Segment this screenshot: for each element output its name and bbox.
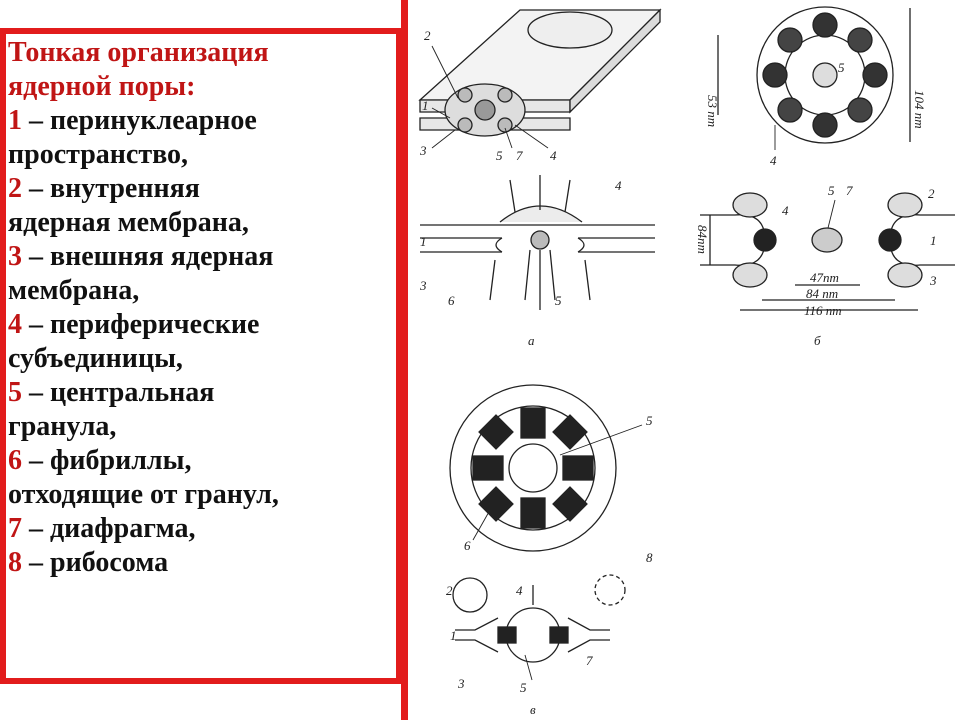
dim-47: 47nm (810, 270, 839, 285)
fig-label-8-v: 8 (646, 550, 653, 565)
panel-v-section (453, 575, 625, 662)
fig-label-1-b: 1 (930, 233, 937, 248)
fig-label-5-v: 5 (646, 413, 653, 428)
fig-label-6-a: 6 (448, 293, 455, 308)
legend-text: центральная (50, 377, 215, 408)
red-vertical-bar (401, 0, 408, 720)
legend-number: 3 (8, 241, 22, 272)
legend-text: рибосома (50, 547, 169, 578)
legend-dash: – (29, 105, 43, 136)
legend-text-panel (8, 36, 396, 580)
fig-label-1-a: 1 (422, 98, 429, 113)
panel-a-section (420, 175, 655, 310)
legend-number: 5 (8, 377, 22, 408)
legend-item-3-line-1 (8, 240, 396, 274)
dim-53: 53 nm (705, 95, 720, 128)
legend-text: пространство, (8, 139, 189, 170)
dim-104: 104 nm (912, 90, 927, 129)
legend-text: отходящие от гранул, (8, 479, 279, 510)
fig-label-7-b: 7 (846, 183, 853, 198)
legend-dash: – (29, 377, 43, 408)
fig-label-2-a: 2 (424, 28, 431, 43)
legend-text: периферические (50, 309, 260, 340)
legend-item-5-line-1 (8, 376, 396, 410)
legend-text: внутренняя (50, 173, 200, 204)
fig-label-5-a: 5 (496, 148, 503, 163)
legend-item-1-line-2 (8, 138, 396, 172)
legend-number: 2 (8, 173, 22, 204)
legend-text: фибриллы, (50, 445, 192, 476)
slide-title-line-1: Тонкая организация (8, 37, 269, 68)
legend-number: 8 (8, 547, 22, 578)
fig-label-5-v2: 5 (520, 680, 527, 695)
fig-label-6-v: 6 (464, 538, 471, 553)
legend-text: гранула, (8, 411, 117, 442)
nuclear-pore-figure (410, 0, 960, 720)
dim-84: 84 nm (806, 286, 839, 301)
fig-label-1-v: 1 (450, 628, 457, 643)
legend-item-5-line-2 (8, 410, 396, 444)
fig-label-4-v: 4 (516, 583, 523, 598)
panel-b-top-view (718, 7, 910, 143)
fig-label-4-a2: 4 (615, 178, 622, 193)
legend-text: внешняя ядерная (50, 241, 274, 272)
legend-number: 4 (8, 309, 22, 340)
legend-text: перинуклеарное (50, 105, 257, 136)
legend-dash: – (29, 309, 43, 340)
panel-label-b: б (814, 333, 821, 348)
legend-item-4-line-1 (8, 308, 396, 342)
fig-label-5-b: 5 (838, 60, 845, 75)
fig-label-3-v: 3 (458, 676, 465, 691)
legend-item-3-line-2 (8, 274, 396, 308)
legend-item-4-line-2 (8, 342, 396, 376)
fig-label-5-a2: 5 (555, 293, 562, 308)
legend-item-8-line-1 (8, 546, 396, 580)
fig-label-3-a2: 3 (420, 278, 427, 293)
dim-84v: 84nm (695, 225, 710, 254)
fig-label-1-a2: 1 (420, 234, 427, 249)
legend-dash: – (29, 513, 43, 544)
panel-label-a: а (528, 333, 535, 348)
legend-text: ядерная мембрана, (8, 207, 249, 238)
fig-label-4-b: 4 (770, 153, 777, 168)
legend-item-6-line-1 (8, 444, 396, 478)
fig-label-4-a: 4 (550, 148, 557, 163)
legend-dash: – (29, 547, 43, 578)
dim-116: 116 nm (804, 303, 842, 318)
legend-text: диафрагма, (50, 513, 196, 544)
legend-number: 7 (8, 513, 22, 544)
legend-dash: – (29, 173, 43, 204)
legend-item-1-line-1 (8, 104, 396, 138)
legend-item-2-line-1 (8, 172, 396, 206)
fig-label-3-b: 3 (930, 273, 937, 288)
legend-item-6-line-2 (8, 478, 396, 512)
fig-label-7-v: 7 (586, 653, 593, 668)
panel-v-disc (450, 385, 616, 551)
legend-item-2-line-2 (8, 206, 396, 240)
legend-text: субъединицы, (8, 343, 183, 374)
slide-title-line-2: ядерной поры: (8, 71, 196, 102)
legend-item-7-line-1 (8, 512, 396, 546)
legend-dash: – (29, 241, 43, 272)
fig-label-5-b2: 5 (828, 183, 835, 198)
fig-label-2-b: 2 (928, 186, 935, 201)
legend-list (8, 104, 396, 580)
fig-label-7-a: 7 (516, 148, 523, 163)
fig-label-4-b2: 4 (782, 203, 789, 218)
fig-label-3-a: 3 (420, 143, 427, 158)
legend-number: 6 (8, 445, 22, 476)
panel-a-3d-block (420, 10, 660, 136)
panel-label-v: в (530, 702, 536, 717)
legend-number: 1 (8, 105, 22, 136)
legend-text: мембрана, (8, 275, 140, 306)
legend-dash: – (29, 445, 43, 476)
fig-label-2-v: 2 (446, 583, 453, 598)
